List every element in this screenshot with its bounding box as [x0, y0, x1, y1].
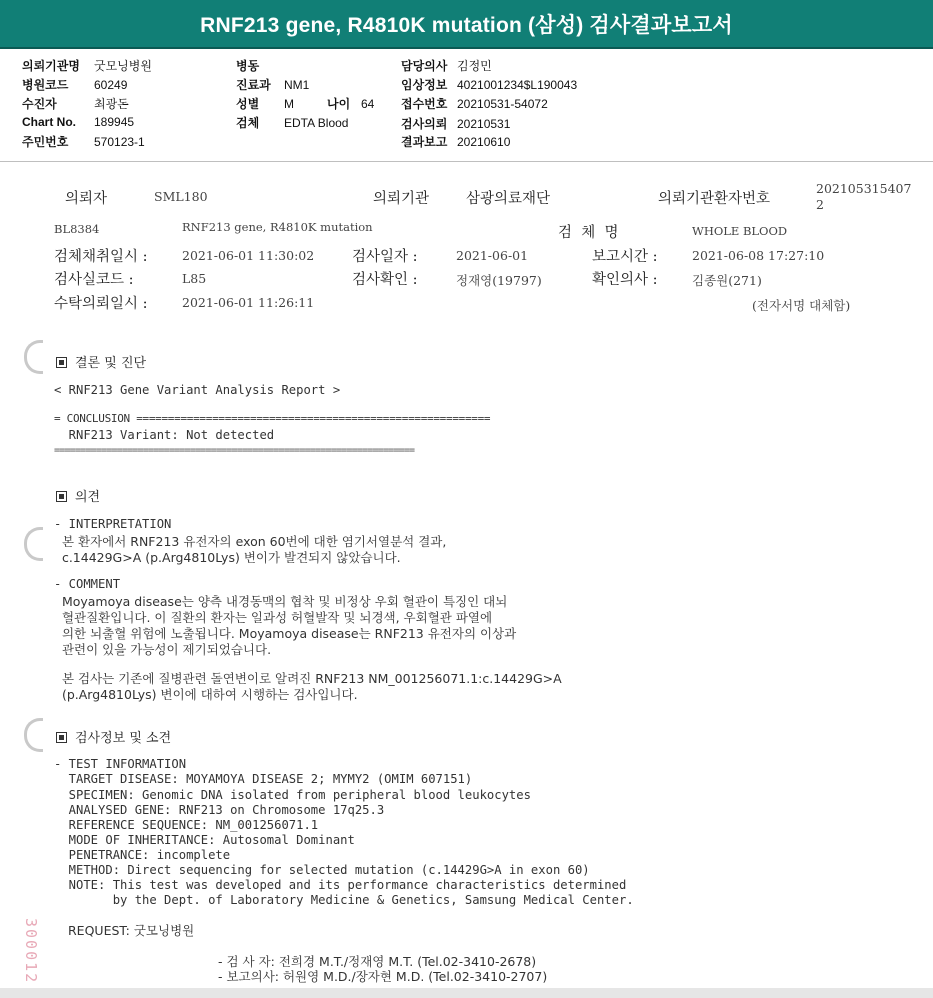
report-time-label: 보고시간 : [592, 249, 658, 265]
test-info-line: REFERENCE SEQUENCE: NM_001256071.1 [54, 818, 319, 832]
divider-line: ===================================================================== [54, 445, 415, 456]
test-name: RNF213 gene, R4810K mutation [182, 220, 373, 234]
test-info-heading: - TEST INFORMATION [54, 757, 187, 771]
field-value: 굿모닝병원 [94, 59, 152, 73]
ordering-doctor: SML180 [154, 189, 208, 204]
comment-line: 혈관질환입니다. 이 질환의 환자는 일과성 허혈발작 및 뇌경색, 우회혈관 파열에 [54, 610, 493, 625]
reporter-signature: - 보고의사: 허원영 M.D./장자현 M.D. (Tel.02-3410-2707) [218, 969, 548, 984]
conclusion-title-text: 결론 및 진단 [75, 356, 147, 371]
checkbox-square-icon [56, 491, 67, 502]
field-label: 진료과 [236, 78, 271, 92]
report-title: RNF213 gene, R4810K mutation (삼성) 검사결과보고서 [200, 13, 733, 37]
field-value: 60249 [94, 78, 128, 92]
field-label: 검체 [236, 116, 260, 130]
binder-hole [24, 718, 43, 752]
collect-time-label: 검체채취일시 : [54, 249, 148, 265]
patient-number-2: 2 [816, 197, 824, 212]
comment-line: 본 검사는 기존에 질병관련 돌연변이로 알려진 RNF213 NM_001256071.1:c.14429G>A [54, 671, 562, 686]
field-chart-no [22, 115, 134, 129]
field-value: 570123-1 [94, 135, 145, 149]
field-doctor [401, 57, 492, 74]
variant-result: RNF213 Variant: Not detected [54, 428, 275, 442]
field-label: 결과보고 [401, 135, 448, 149]
interpretation-line: c.14429G>A (p.Arg4810Lys) 변이가 발견되지 않았습니다. [54, 550, 401, 565]
test-info-line: NOTE: This test was developed and its performance characteristics determined [54, 878, 627, 892]
field-label: 성별 [236, 97, 260, 111]
test-info-line: METHOD: Direct sequencing for selected mutation (c.14429G>A in exon 60) [54, 863, 590, 877]
patient-number-label: 의뢰기관환자번호 [658, 191, 771, 207]
comment-line: 의한 뇌출혈 위험에 노출됩니다. Moyamoya disease는 RNF213 유전자의 이상과 [54, 626, 517, 641]
scanned-report [0, 166, 933, 998]
confirm-label: 검사확인 : [352, 272, 418, 288]
binder-hole [24, 340, 43, 374]
patient-info-panel [0, 49, 933, 162]
field-label: 임상정보 [401, 78, 448, 92]
report-name: < RNF213 Gene Variant Analysis Report > [54, 383, 341, 397]
field-value: 4021001234$L190043 [457, 78, 578, 92]
field-value: EDTA Blood [284, 116, 349, 130]
field-label: 담당의사 [401, 59, 448, 73]
test-info-line: SPECIMEN: Genomic DNA isolated from peripheral blood leukocytes [54, 788, 531, 802]
field-value: 최광돈 [94, 97, 129, 111]
field-value: 20210610 [457, 135, 511, 149]
verifier-label: 확인의사 : [592, 272, 658, 288]
field-ward [236, 57, 284, 74]
field-receipt-no [401, 95, 548, 112]
collect-time: 2021-06-01 11:30:02 [182, 248, 315, 263]
field-department [236, 76, 309, 93]
field-label: 주민번호 [22, 135, 69, 149]
opinion-section-title [56, 486, 100, 505]
field-sex [236, 95, 294, 112]
interpretation-heading: - INTERPRETATION [54, 517, 172, 531]
field-clinical-info [401, 76, 577, 93]
test-info-line: by the Dept. of Laboratory Medicine & Genetics, Samsung Medical Center. [54, 893, 634, 907]
report-time: 2021-06-08 17:27:10 [692, 248, 825, 263]
checkbox-square-icon [56, 357, 67, 368]
info-section-title [56, 727, 171, 746]
test-info-line: MODE OF INHERITANCE: Autosomal Dominant [54, 833, 355, 847]
field-label: 의뢰기관명 [22, 59, 80, 73]
comment-line: Moyamoya disease는 양측 내경동맥의 협착 및 비정상 우회 혈관이 특징인 대뇌 [54, 594, 508, 609]
tester-signature: - 검 사 자: 전희경 M.T./정재영 M.T. (Tel.02-3410-2678) [218, 954, 537, 969]
field-label: 병동 [236, 59, 260, 73]
field-value: 김정민 [457, 59, 492, 73]
field-label: 나이 [327, 97, 351, 111]
test-date: 2021-06-01 [456, 248, 529, 263]
field-value: M [284, 97, 294, 111]
conclusion-line: = CONCLUSION ======================================================== [54, 412, 491, 425]
comment-line: (p.Arg4810Lys) 변이에 대하여 시행하는 검사입니다. [54, 687, 358, 702]
institution-label: 의뢰기관 [373, 191, 430, 207]
binder-hole [24, 527, 43, 561]
request-time-label: 수탁의뢰일시 : [54, 296, 148, 312]
field-value: 64 [361, 97, 375, 111]
confirm-value: 정재영(19797) [456, 273, 542, 288]
report-title-bar [0, 0, 933, 49]
conclusion-section-title [56, 352, 146, 371]
field-value: 20210531-54072 [457, 97, 548, 111]
test-info-line: ANALYSED GENE: RNF213 on Chromosome 17q25.3 [54, 803, 385, 817]
field-label: 검사의뢰 [401, 117, 448, 131]
field-value: NM1 [284, 78, 310, 92]
test-info-line: PENETRANCE: incomplete [54, 848, 231, 862]
field-age [327, 95, 374, 112]
e-signature-note: (전자서명 대체함) [752, 298, 851, 313]
test-date-label: 검사일자 : [352, 249, 418, 265]
request-time: 2021-06-01 11:26:11 [182, 295, 315, 310]
field-resident-no [22, 133, 145, 150]
lab-code-label: 검사실코드 : [54, 272, 134, 288]
field-report-date [401, 133, 510, 150]
field-value: 189945 [94, 115, 135, 129]
field-hospital-code [22, 76, 127, 93]
ordering-doctor-label: 의뢰자 [65, 191, 108, 207]
info-title-text: 검사정보 및 소견 [75, 731, 172, 746]
page-stamp: 300012 [22, 918, 40, 985]
request-line: REQUEST: 굿모닝병원 [68, 923, 195, 938]
comment-heading: - COMMENT [54, 577, 121, 591]
field-label: 접수번호 [401, 97, 448, 111]
patient-number-1: 202105315407 [816, 181, 912, 196]
field-label: 수진자 [22, 97, 57, 111]
institution: 삼광의료재단 [466, 191, 551, 207]
field-value: 20210531 [457, 117, 511, 131]
test-code: BL8384 [54, 222, 100, 236]
field-patient-name [22, 95, 129, 112]
opinion-title-text: 의견 [75, 490, 101, 505]
field-label: 병원코드 [22, 78, 69, 92]
lab-code: L85 [182, 271, 207, 286]
field-specimen [236, 114, 348, 131]
specimen-label: 검 체 명 [558, 225, 619, 241]
bottom-edge-bar [0, 988, 933, 998]
test-info-line: TARGET DISEASE: MOYAMOYA DISEASE 2; MYMY2 (OMIM 607151) [54, 772, 473, 786]
comment-line: 관련이 있을 가능성이 제기되었습니다. [54, 642, 272, 657]
field-label: Chart No. [22, 115, 76, 129]
field-request-date [401, 115, 510, 132]
field-institution [22, 57, 152, 74]
interpretation-line: 본 환자에서 RNF213 유전자의 exon 60번에 대한 염기서열분석 결과, [54, 534, 447, 549]
specimen-value: WHOLE BLOOD [692, 224, 788, 238]
checkbox-square-icon [56, 732, 67, 743]
verifier-value: 김종원(271) [692, 273, 762, 288]
